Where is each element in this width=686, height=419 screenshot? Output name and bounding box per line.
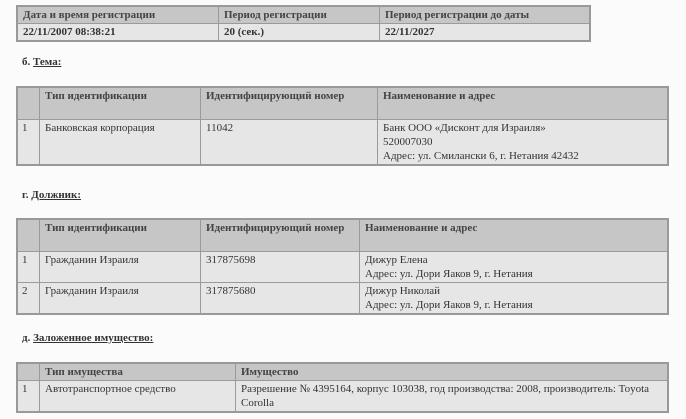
name-address: [360, 251, 669, 282]
name: Дижур Елена: [365, 253, 428, 266]
table-row: [17, 282, 668, 314]
id-type: Гражданин Израиля: [40, 251, 201, 282]
id-type: Гражданин Израиля: [40, 282, 201, 314]
header-cell: Наименование и адрес: [360, 219, 669, 251]
table-row: [17, 24, 590, 42]
creditor-table: [16, 86, 669, 166]
header-cell: Дата и время регистрации: [17, 6, 219, 24]
row-number: 2: [17, 282, 40, 314]
name: Дижур Николай: [365, 284, 440, 297]
table-header: [17, 87, 668, 119]
section-title: Должник:: [31, 189, 82, 201]
name-address: [378, 119, 669, 165]
table-row: [17, 119, 668, 165]
address: Адрес: ул. Дори Яаков 9, г. Нетания: [365, 267, 533, 280]
header-cell: Период регистрации до даты: [380, 6, 591, 24]
header-cell: Тип идентификации: [40, 87, 201, 119]
row-number: 1: [17, 251, 40, 282]
name: Банк ООО «Дисконт для Израиля»: [383, 121, 546, 134]
registration-datetime: 22/11/2007 08:38:21: [17, 24, 219, 42]
table-header: [17, 363, 668, 381]
section-debtor-title: [22, 189, 81, 201]
section-property-title: [22, 332, 153, 344]
table-row: [17, 381, 668, 413]
section-creditor-title: [22, 56, 61, 68]
name-address: [360, 282, 669, 314]
registration-period: 20 (сек.): [219, 24, 380, 42]
id-number: 317875698: [201, 251, 360, 282]
row-number: 1: [17, 381, 40, 413]
property-description: Разрешение № 4395164, корпус 103038, год производства: 2008, производитель: Toyota Corolla: [236, 381, 669, 413]
section-number: г.: [22, 189, 29, 201]
header-cell: Тип имущества: [40, 363, 236, 381]
section-number: д.: [22, 332, 31, 344]
header-cell: Имущество: [236, 363, 669, 381]
property-table: [16, 362, 669, 413]
header-cell: Идентифицирующий номер: [201, 219, 360, 251]
row-number: 1: [17, 119, 40, 165]
id-number: 317875680: [201, 282, 360, 314]
id-type: Банковская корпорация: [40, 119, 201, 165]
address: Адрес: ул. Смилански 6, г. Нетания 42432: [383, 149, 579, 162]
section-title: Заложенное имущество:: [33, 332, 154, 344]
header-cell: [17, 87, 40, 119]
table-row: [17, 251, 668, 282]
header-cell: [17, 363, 40, 381]
code: 520007030: [383, 135, 433, 148]
debtor-table: [16, 218, 669, 315]
property-type: Автотранспортное средство: [40, 381, 236, 413]
address: Адрес: ул. Дори Яаков 9, г. Нетания: [365, 298, 533, 311]
registration-table: [16, 5, 591, 42]
header-cell: [17, 219, 40, 251]
table-header: [17, 219, 668, 251]
header-cell: Тип идентификации: [40, 219, 201, 251]
header-cell: Идентифицирующий номер: [201, 87, 378, 119]
header-cell: Наименование и адрес: [378, 87, 669, 119]
table-header: [17, 6, 590, 24]
section-number: б.: [22, 56, 31, 68]
registration-until: 22/11/2027: [380, 24, 591, 42]
id-number: 11042: [201, 119, 378, 165]
section-title: Тема:: [33, 56, 62, 68]
header-cell: Период регистрации: [219, 6, 380, 24]
